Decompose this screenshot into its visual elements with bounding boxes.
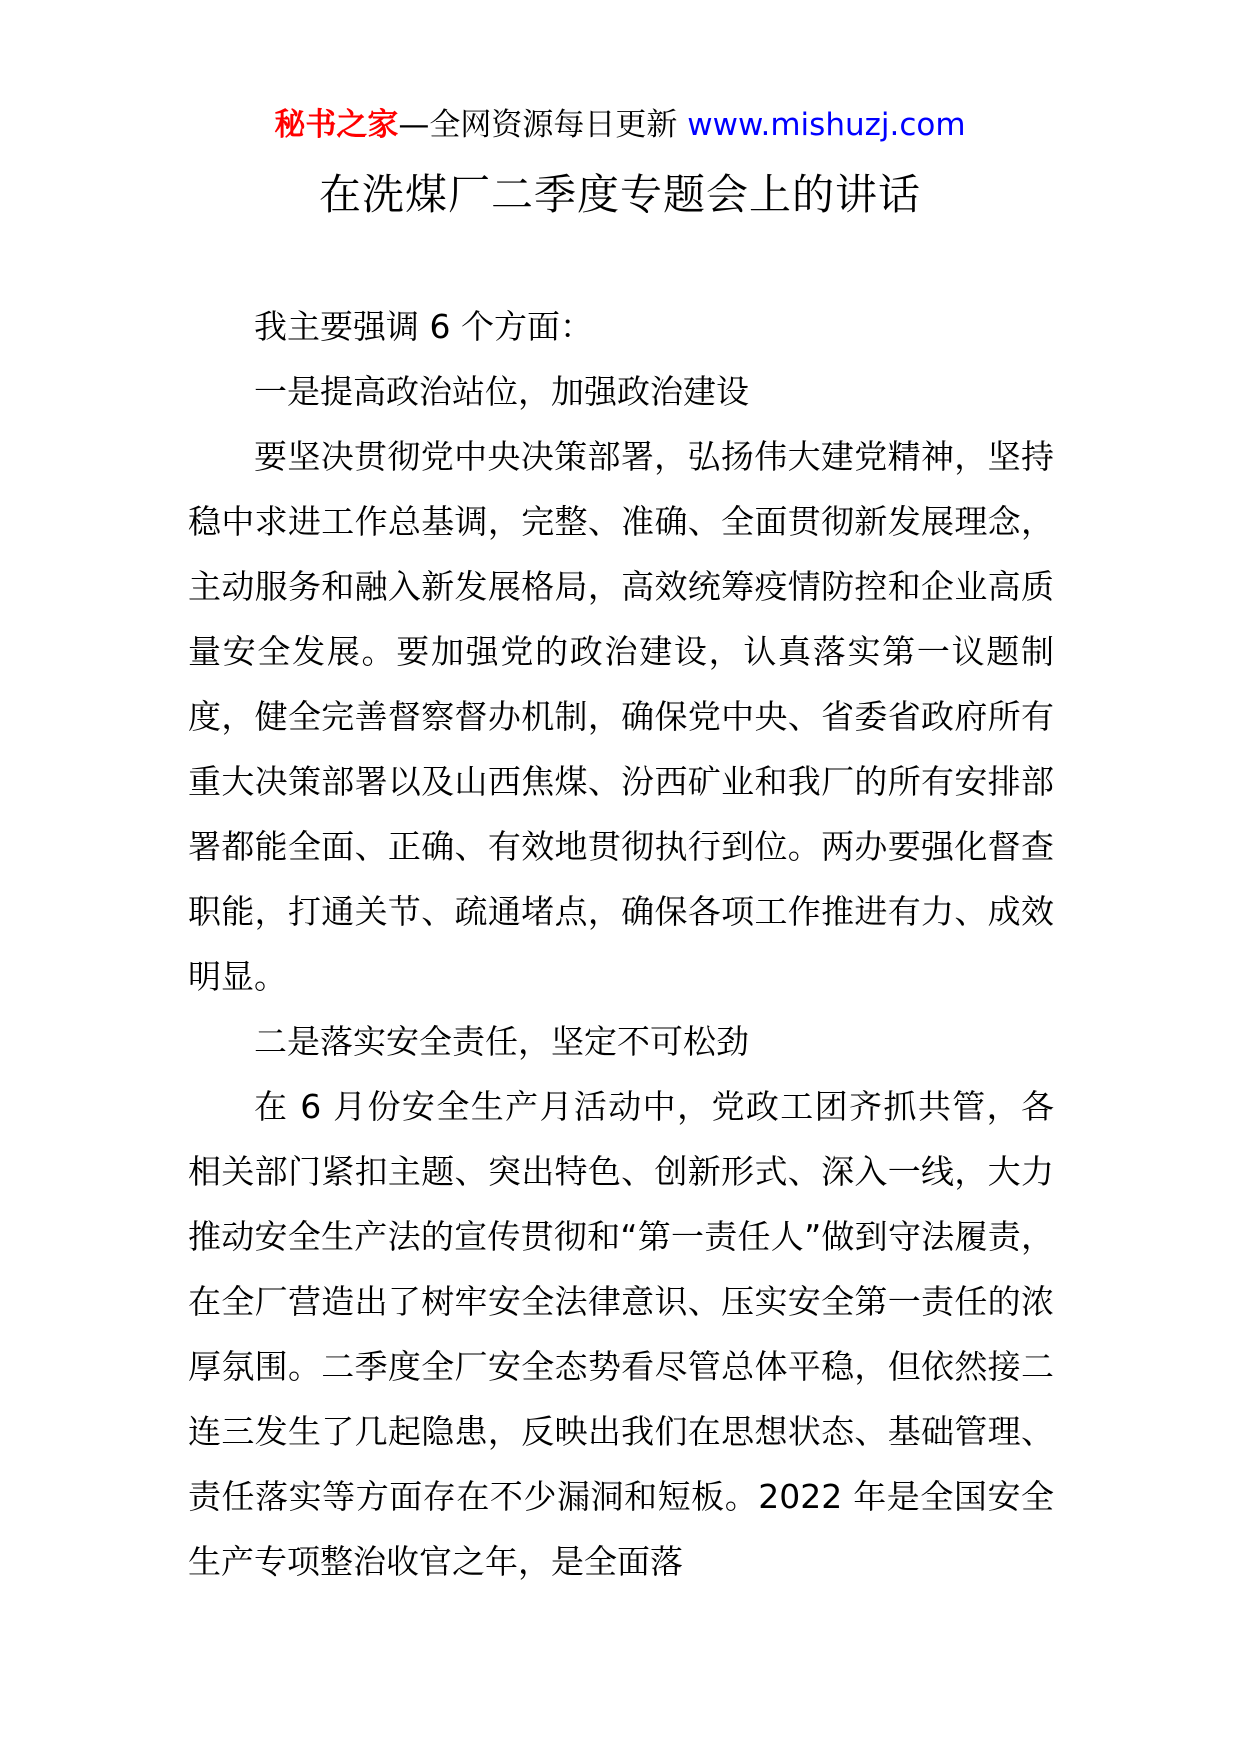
document-title: 在洗煤厂二季度专题会上的讲话 bbox=[318, 170, 921, 219]
site-banner bbox=[0, 103, 1240, 147]
site-url-link[interactable]: www.mishuzj.com bbox=[687, 107, 966, 143]
intro-paragraph: 我主要强调 6 个方面： bbox=[254, 307, 593, 346]
section-paragraph: 要坚决贯彻党中央决策部署，弘扬伟大建党精神，坚持稳中求进工作总基调，完整、准确、全面贯彻新发展理念，主动服务和融入新发展格局，高效统筹疫情防控和企业高质量安全发展。要加强党的政治建设，认真落实第一议题制度，健全完善督察督办机制，确保党中央、省委省政府所有重大决策部署以及山西焦煤、汾西矿业和我厂的所有安排部署都能全面、正确、有效地贯彻执行到位。两办要强化督查职能，打通关节、疏通堵点，确保各项工作推进有力、成效明显。 bbox=[188, 437, 1054, 996]
section-heading: 一是提高政治站位，加强政治建设 bbox=[254, 372, 749, 411]
section-paragraph: 在 6 月份安全生产月活动中，党政工团齐抓共管，各相关部门紧扣主题、突出特色、创新形式、深入一线，大力推动安全生产法的宣传贯彻和“第一责任人”做到守法履责，在全厂营造出了树牢安全法律意识、压实安全第一责任的浓厚氛围。二季度全厂安全态势看尽管总体平稳，但依然接二连三发生了几起隐患，反映出我们在思想状态、基础管理、责任落实等方面存在不少漏洞和短板。2022 年是全国安全生产专项整治收官之年，是全面落 bbox=[188, 1087, 1054, 1581]
brand-tagline: —全网资源每日更新 bbox=[398, 107, 678, 143]
section-heading: 二是落实安全责任，坚定不可松劲 bbox=[254, 1022, 749, 1061]
brand-name: 秘书之家 bbox=[274, 107, 399, 143]
document-body bbox=[188, 294, 1054, 1594]
